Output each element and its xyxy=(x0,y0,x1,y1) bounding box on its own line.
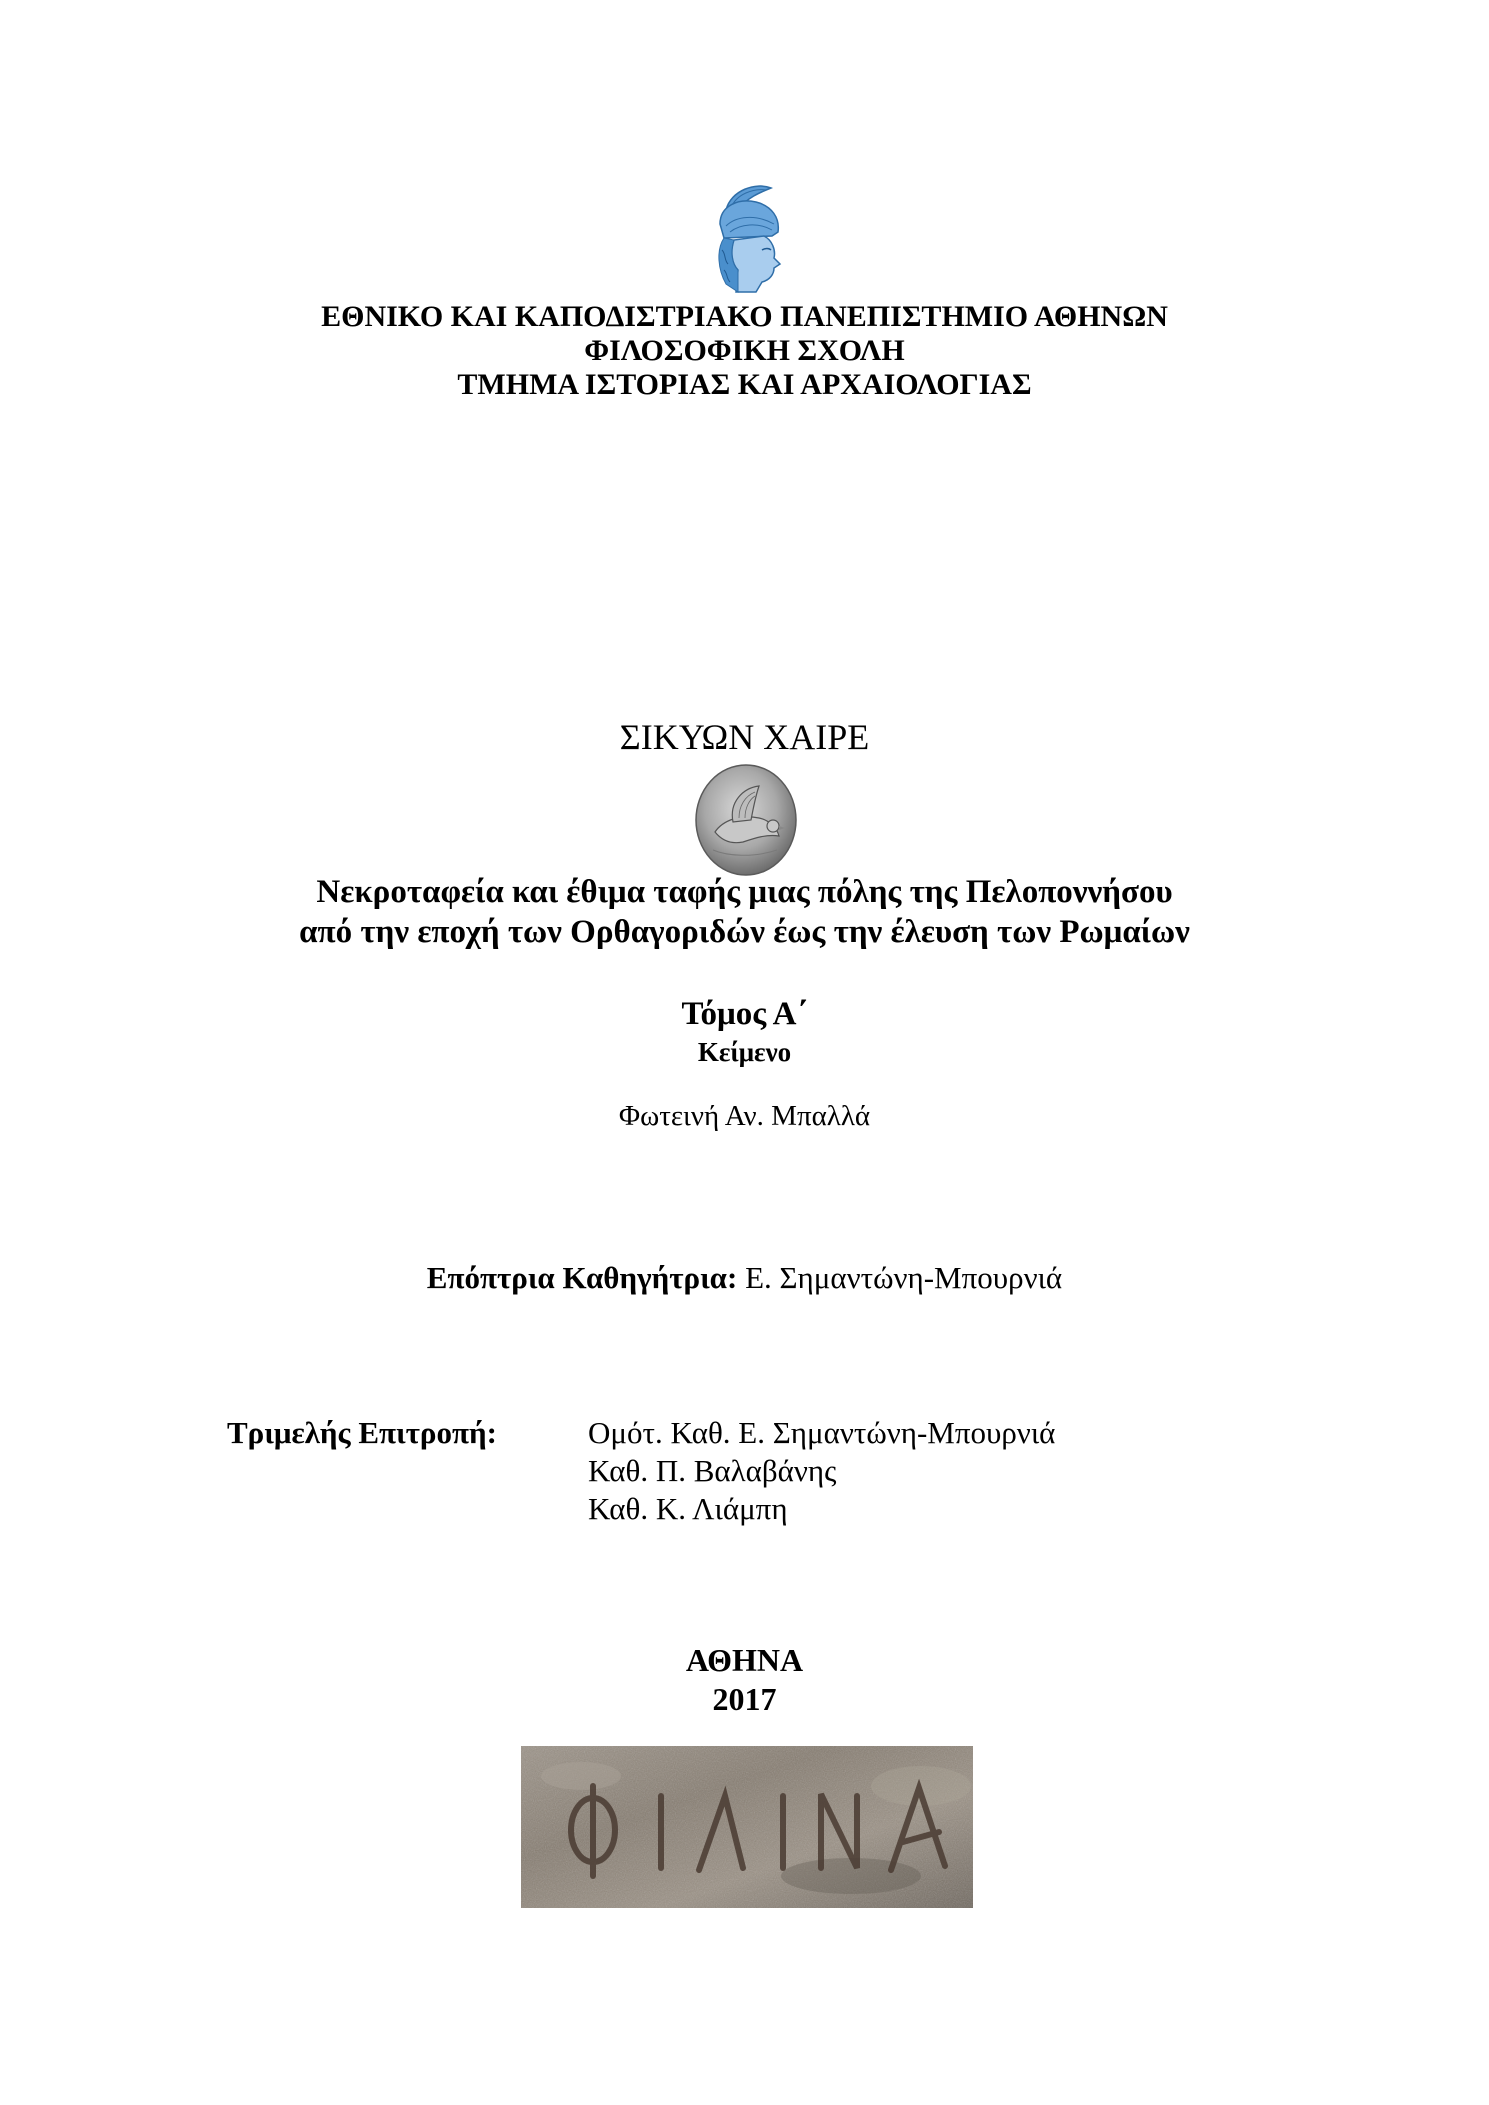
subtitle-line-2: από την εποχή των Ορθαγοριδών έως την έλευση των Ρωμαίων xyxy=(299,914,1190,950)
subtitle-line-1: Νεκροταφεία και έθιμα ταφής μιας πόλης της Πελοποννήσου xyxy=(316,874,1173,910)
department-name: ΤΜΗΜΑ ΙΣΤΟΡΙΑΣ ΚΑΙ ΑΡΧΑΙΟΛΟΓΙΑΣ xyxy=(457,368,1032,401)
volume-label: Τόμος Α΄ xyxy=(681,996,808,1032)
university-logo xyxy=(676,180,826,298)
volume-part: Κείμενο xyxy=(697,1037,792,1067)
supervisor-line xyxy=(0,1260,1489,1296)
supervisor-label: Επόπτρια Καθηγήτρια: xyxy=(426,1260,738,1295)
inscription-image xyxy=(521,1746,973,1908)
committee-member: Καθ. Π. Βαλαβάνης xyxy=(588,1453,837,1488)
university-name: ΕΘΝΙΚΟ ΚΑΙ ΚΑΠΟΔΙΣΤΡΙΑΚΟ ΠΑΝΕΠΙΣΤΗΜΙΟ ΑΘΗΝΩΝ xyxy=(321,300,1168,333)
author-name: Φωτεινή Αν. Μπαλλά xyxy=(618,1100,871,1132)
coin-image xyxy=(693,762,799,878)
committee-member: Ομότ. Καθ. Ε. Σημαντώνη-Μπουρνιά xyxy=(588,1415,1056,1450)
stone-inscription-icon xyxy=(521,1746,973,1908)
year: 2017 xyxy=(712,1681,777,1717)
main-title: ΣΙΚΥΩΝ ΧΑΙΡΕ xyxy=(619,717,870,757)
committee-member: Καθ. Κ. Λιάμπη xyxy=(588,1491,788,1526)
school-name: ΦΙΛΟΣΟΦΙΚΗ ΣΧΟΛΗ xyxy=(584,334,905,367)
dove-coin-icon xyxy=(693,762,799,878)
committee-label: Τριμελής Επιτροπή: xyxy=(227,1415,497,1450)
city: ΑΘΗΝΑ xyxy=(685,1642,804,1678)
athena-head-icon xyxy=(676,180,826,298)
supervisor-name: Ε. Σημαντώνη-Μπουρνιά xyxy=(745,1260,1063,1295)
